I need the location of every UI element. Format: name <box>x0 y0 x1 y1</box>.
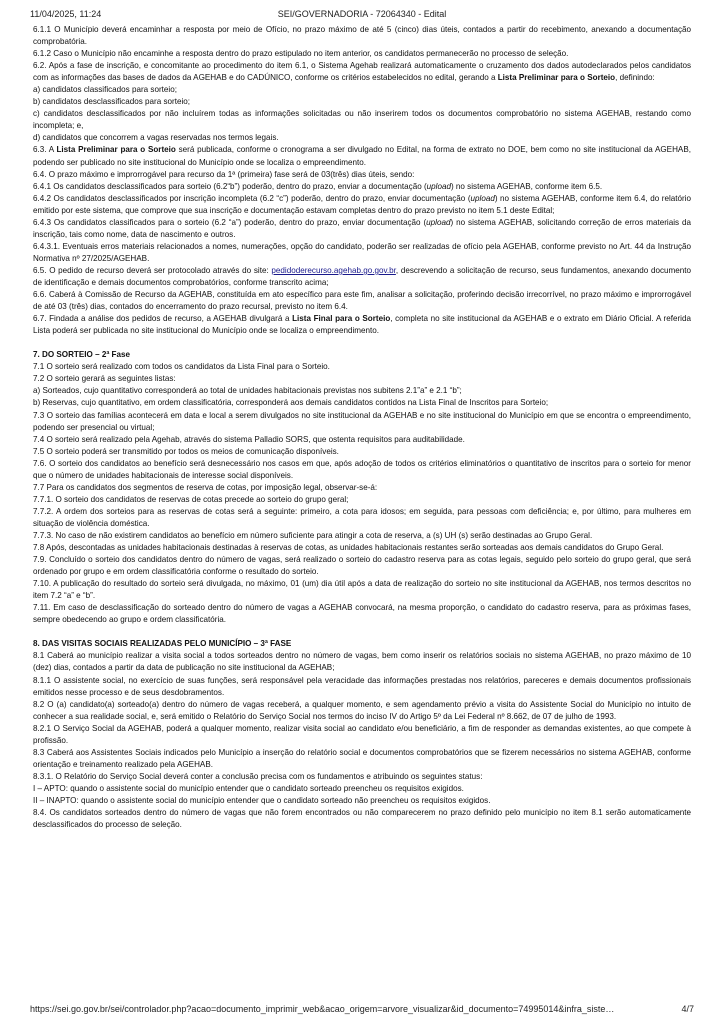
spacer <box>33 337 691 349</box>
text: ) no sistema AGEHAB, conforme item 6.5. <box>450 181 603 191</box>
italic-text: upload <box>426 217 451 227</box>
paragraph-6-4-3-1: 6.4.3.1. Eventuais erros materiais relacionados a nomes, numerações, opção do candidato, poderão ser realizadas de ofício pela AGEHAB, conforme previsto no Art. 44 da Instrução Normativa nº 27/2025/AGEHAB. <box>33 241 691 263</box>
text: 6.4.1 Os candidatos desclassificados para sorteio (6.2“b”) poderão, dentro do prazo, enviar a documentação ( <box>33 181 427 191</box>
paragraph-6-1-1: 6.1.1 O Município deverá encaminhar a resposta por meio de Ofício, no prazo máximo de até 5 (cinco) dias úteis, contados a partir do recebimento, anexando a documentação comprobatória. <box>33 25 691 47</box>
list-item-7-2-b: b) Reservas, cujo quantitativo, em ordem classificatória, corresponderá aos demais candidatos contidos na Lista Final de Inscritos para Sorteio; <box>33 398 549 408</box>
paragraph-7-7-3: 7.7.3. No caso de não existirem candidatos ao benefício em número suficiente para atingir a cota de reserva, a (s) UH (s) serão destinadas ao Grupo Geral. <box>33 530 593 540</box>
list-item-6-2-d: d) candidatos que concorrem a vagas reservadas nos termos legais. <box>33 133 279 143</box>
document-body <box>33 24 691 831</box>
list-item-7-2-a: a) Sorteados, cujo quantitativo corresponderá ao total de unidades habitacionais previstas nos subitens 2.1”a” e 2.1 “b”; <box>33 386 462 396</box>
paragraph-6-7 <box>33 313 691 337</box>
paragraph-6-4: 6.4. O prazo máximo e improrrogável para recurso da 1ª (primeira) fase será de 03(três) dias úteis, sendo: <box>33 169 415 179</box>
print-title: SEI/GOVERNADORIA - 72064340 - Edital <box>277 9 447 19</box>
paragraph-8-1: 8.1 Caberá ao município realizar a visita social a todos sorteados dentro no número de vagas, bem como inserir os relatórios sociais no sistema AGEHAB, no prazo máximo de 10 (dez) dias, contados a partir da data de publicação no site institucional da AGEHAB; <box>33 651 691 673</box>
paragraph-7-4: 7.4 O sorteio será realizado pela Agehab, através do sistema Palladio SORS, que ostenta requisitos para auditabilidade. <box>33 434 465 444</box>
text: 6.4.2 Os candidatos desclassificados por inscrição incompleta (6.2 “c”) poderão, dentro do prazo, enviar documentação ( <box>33 193 471 203</box>
paragraph-8-1-1: 8.1.1 O assistente social, no exercício de suas funções, será responsável pela veracidade das informações prestadas nos relatórios, pareceres e demais documentos profissionais emitidos nesse processo e de seus desdobramentos. <box>33 675 691 697</box>
print-url: https://sei.go.gov.br/sei/controlador.php?acao=documento_imprimir_web&acao_origem=arvore_visualizar&id_documento=74995014&infra_siste… <box>30 1004 615 1014</box>
paragraph-7-10: 7.10. A publicação do resultado do sorteio será divulgada, no máximo, 01 (um) dia útil após a data de realização do sorteio no site institucional da AGEHAB, nos termos descritos no item 7.2 “a” e “b”. <box>33 579 691 601</box>
text: ) no sistema AGEHAB, solicitando correção de erros materiais da inscrição, tais como nome, data de nascimento e outros. <box>33 217 692 239</box>
bold-text: Lista Preliminar para o Sorteio <box>497 73 616 83</box>
paragraph-7-5: 7.5 O sorteio poderá ser transmitido por todos os meios de comunicação disponíveis. <box>33 446 339 456</box>
paragraph-7-6: 7.6. O sorteio dos candidatos ao benefício será desnecessário nos casos em que, após adoção de todos os critérios eliminatórios o quantitativo de inscritos para o sorteio for menor que o número de unidades habitacionais de interesse social disponíveis. <box>33 458 691 480</box>
paragraph-7-8: 7.8 Após, descontadas as unidades habitacionais destinadas à reservas de cotas, as unidades habitacionais restantes serão sorteadas aos demais candidatos do Grupo Geral. <box>33 543 664 553</box>
paragraph-7-7: 7.7 Para os candidatos dos segmentos de reserva de cotas, por imposição legal, observar-se-á: <box>33 482 378 492</box>
text: 6.2. Após a fase de inscrição, e concomitante ao procedimento do item 6.1, o Sistema Agehab realizará automaticamente o cruzamento dos dados autodeclarados pelos candidatos com as informações das bases de dados da AGEHAB e do CADÚNICO, conforme os critérios estabelecidos no edital, gerando a <box>33 61 691 83</box>
paragraph-6-3 <box>33 144 691 168</box>
italic-text: upload <box>426 181 451 191</box>
text: ) no sistema AGEHAB, conforme item 6.4, do relatório emitido por este sistema, que comprove que sua inscrição e documentação estavam completas dentro do prazo previsto no item 5.1 deste Edital; <box>33 193 691 215</box>
paragraph-6-4-1 <box>33 181 691 193</box>
text: 6.5. O pedido de recurso deverá ser protocolado através do site: <box>33 265 272 275</box>
italic-text: upload <box>470 193 495 203</box>
paragraph-7-9: 7.9. Concluído o sorteio dos candidatos dentro do número de vagas, será realizado o sorteio do cadastro reserva para as cotas legais, seguido pelo sorteio do grupo geral, que será ordenado por grupo e em ordem classificatória conforme o resultado do sorteio. <box>33 555 691 577</box>
recurso-link[interactable]: pedidoderecurso.agehab.go.gov.br <box>271 265 396 275</box>
text: 6.7. Findada a análise dos pedidos de recurso, a AGEHAB divulgará a <box>33 314 293 324</box>
paragraph-7-7-2: 7.7.2. A ordem dos sorteios para as reservas de cotas será a seguinte: primeiro, a cota para idosos; em seguida, para pessoas com deficiência; e, por último, para mulheres em situação de violência doméstica. <box>33 506 691 528</box>
text: , definindo: <box>615 73 655 83</box>
paragraph-7-3: 7.3 O sorteio das famílias acontecerá em data e local a serem divulgados no site institucional da AGEHAB e no site institucional do Município em que se encontra o empreendimento, podendo ser presencial ou virtual; <box>33 410 691 432</box>
page-number: 4/7 <box>681 1004 694 1014</box>
section-8-title: 8. DAS VISITAS SOCIAIS REALIZADAS PELO MUNICÍPIO – 3ª FASE <box>33 639 292 649</box>
list-item-8-3-1-ii: II – INAPTO: quando o assistente social do município entender que o candidato sorteado não preencheu os requisitos exigidos. <box>33 796 491 805</box>
paragraph-7-2: 7.2 O sorteio gerará as seguintes listas: <box>33 374 176 384</box>
text: , completa no site institucional da AGEHAB e o extrato em Diário Oficial. A referida Lista poderá ser publicada no site institucional do Município onde se localiza o empreendimento. <box>33 314 691 336</box>
paragraph-6-5 <box>33 265 691 289</box>
paragraph-8-3: 8.3 Caberá aos Assistentes Sociais indicados pelo Município a inserção do relatório social e documentos comprobatórios que se fizerem necessários no sistema AGEHAB, conforme orientação e treinamento realizado pela AGEHAB. <box>33 747 691 769</box>
list-item-8-3-1-i: I – APTO: quando o assistente social do município entender que o candidato sorteado preencheu os requisitos exigidos. <box>33 783 464 793</box>
paragraph-8-2-1: 8.2.1 O Serviço Social da AGEHAB, poderá a qualquer momento, realizar visita social ao candidato e/ou beneficiário, a fim de responder as demandas existentes, ao que compete à profissão. <box>33 723 691 745</box>
paragraph-7-11: 7.11. Em caso de desclassificação do sorteado dentro do número de vagas a AGEHAB convocará, na mesma proporção, o candidato do cadastro reserva, para as próximas fases, sempre obedecendo ao grupo e ordem classificatória. <box>33 603 691 625</box>
paragraph-6-6: 6.6. Caberá à Comissão de Recurso da AGEHAB, constituída em ato específico para este fim, analisar a solicitação, proferindo decisão irrecorrível, no prazo máximo e improrrogável de até 03 (três) dias, contados do encerramento do prazo recursal, previsto no item 6.4. <box>33 290 691 312</box>
spacer <box>33 626 691 638</box>
bold-text: Lista Preliminar para o Sorteio <box>56 145 176 155</box>
paragraph-6-4-3 <box>33 217 691 241</box>
list-item-6-2-b: b) candidatos desclassificados para sorteio; <box>33 97 191 107</box>
text: 6.4.3 Os candidatos classificados para o sorteio (6.2 “a”) poderão, dentro do prazo, enviar documentação ( <box>33 217 427 227</box>
paragraph-6-2 <box>33 60 691 84</box>
print-datetime: 11/04/2025, 11:24 <box>30 9 102 19</box>
print-footer <box>30 1003 694 1017</box>
paragraph-6-1-2: 6.1.2 Caso o Município não encaminhe a resposta dentro do prazo estipulado no item anterior, os candidatos permanecerão no processo de seleção. <box>33 49 569 59</box>
paragraph-7-7-1: 7.7.1. O sorteio dos candidatos de reservas de cotas precede ao sorteio do grupo geral; <box>33 494 349 504</box>
paragraph-8-2: 8.2 O (a) candidato(a) sorteado(a) dentro do número de vagas receberá, a qualquer momento, e sem agendamento prévio a visita do Assistente Social do Município no intuito de conhecer a sua realidade social, e, será emitido o Relatório do Serviço Social nos termos do inciso IV do Artigo 5º da Lei Federal nº 8.662, de 07 de julho de 1993. <box>33 699 691 721</box>
paragraph-8-4: 8.4. Os candidatos sorteados dentro do número de vagas que não forem encontrados ou não comparecerem no prazo definido pelo município no item 8.1 serão automaticamente desclassificados do processo de seleção. <box>33 808 691 830</box>
text: 6.3. A <box>33 145 57 155</box>
paragraph-6-4-2 <box>33 193 691 217</box>
list-item-6-2-c: c) candidatos desclassificados por não incluírem todas as informações solicitadas ou não inserirem todos os documentos comprobatório no sistema AGEHAB, restando como incompleta; e, <box>33 109 691 131</box>
print-header <box>30 8 694 22</box>
paragraph-7-1: 7.1 O sorteio será realizado com todos os candidatos da Lista Final para o Sorteio. <box>33 362 330 372</box>
bold-text: Lista Final para o Sorteio <box>292 314 391 324</box>
text: , descrevendo a solicitação de recurso, seus fundamentos, anexando documento de identificação e demais documentos comprobatórios, conforme transcrito acima; <box>33 265 691 287</box>
paragraph-8-3-1: 8.3.1. O Relatório do Serviço Social deverá conter a conclusão precisa com os fundamentos e atribuindo os seguintes status: <box>33 771 483 781</box>
list-item-6-2-a: a) candidatos classificados para sorteio; <box>33 85 177 95</box>
section-7-title: 7. DO SORTEIO – 2ª Fase <box>33 350 131 360</box>
text: será publicada, conforme o cronograma a ser divulgado no Edital, na forma de extrato no DOE, bem como no site institucional da AGEHAB, podendo ser publicado no site institucional do Município onde se localiza o empreendimento. <box>33 145 691 167</box>
